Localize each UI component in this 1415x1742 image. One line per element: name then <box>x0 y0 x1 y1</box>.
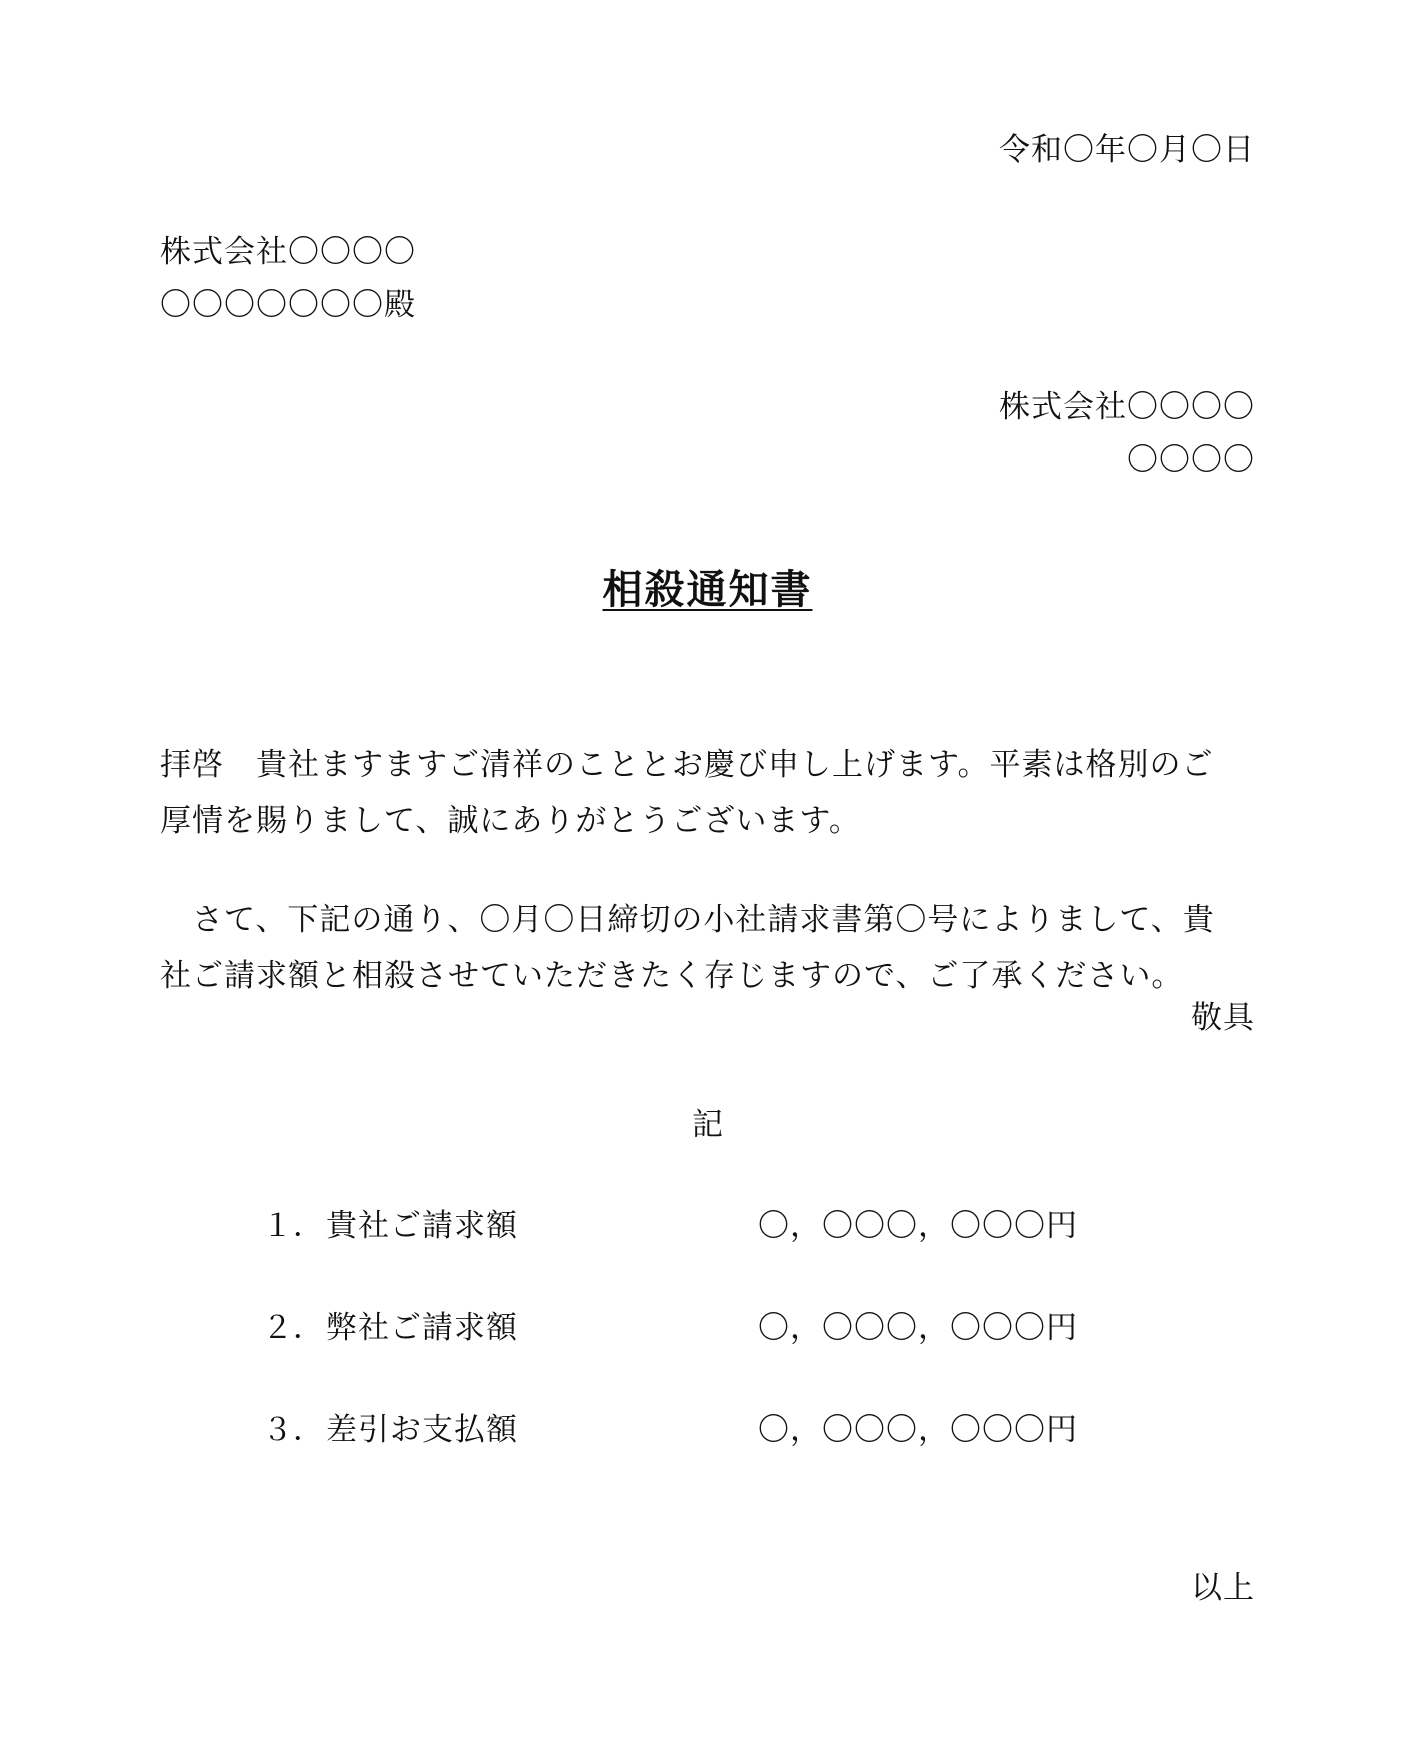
item-label: 貴社ご請求額 <box>326 1208 518 1244</box>
greeting-line-1: 拝啓 貴社ますますご清祥のこととお慶び申し上げます。平素は格別のご <box>160 747 1214 783</box>
recipient-name: 〇〇〇〇〇〇〇殿 <box>160 287 416 323</box>
list-item <box>262 1410 1162 1450</box>
item-number: １． <box>262 1208 324 1244</box>
sender-company: 株式会社〇〇〇〇 <box>999 389 1255 425</box>
recipient-company: 株式会社〇〇〇〇 <box>160 234 416 270</box>
ki-heading: 記 <box>692 1107 723 1143</box>
list-item <box>262 1308 1162 1348</box>
main-line-1: さて、下記の通り、〇月〇日締切の小社請求書第〇号によりまして、貴 <box>160 902 1215 938</box>
greeting-line-2: 厚情を賜りまして、誠にありがとうございます。 <box>160 803 861 839</box>
item-number: ２． <box>262 1310 324 1346</box>
greeting-paragraph <box>160 737 1260 849</box>
sender-name: 〇〇〇〇 <box>1127 442 1255 478</box>
document-date: 令和〇年〇月〇日 <box>999 132 1255 168</box>
main-paragraph <box>160 892 1260 1004</box>
item-number: ３． <box>262 1412 324 1448</box>
item-amount: 〇，〇〇〇，〇〇〇円 <box>758 1412 1078 1448</box>
item-amount: 〇，〇〇〇，〇〇〇円 <box>758 1208 1078 1244</box>
item-amount: 〇，〇〇〇，〇〇〇円 <box>758 1310 1078 1346</box>
document-title <box>0 565 1415 615</box>
closing-keigu: 敬具 <box>1191 1000 1255 1036</box>
item-label: 弊社ご請求額 <box>326 1310 518 1346</box>
document-title-text: 相殺通知書 <box>602 566 813 613</box>
closing-ijo: 以上 <box>1191 1570 1255 1606</box>
list-item <box>262 1206 1162 1246</box>
item-label: 差引お支払額 <box>326 1412 518 1448</box>
main-line-2: 社ご請求額と相殺させていただきたく存じますので、ご了承ください。 <box>160 958 1184 994</box>
